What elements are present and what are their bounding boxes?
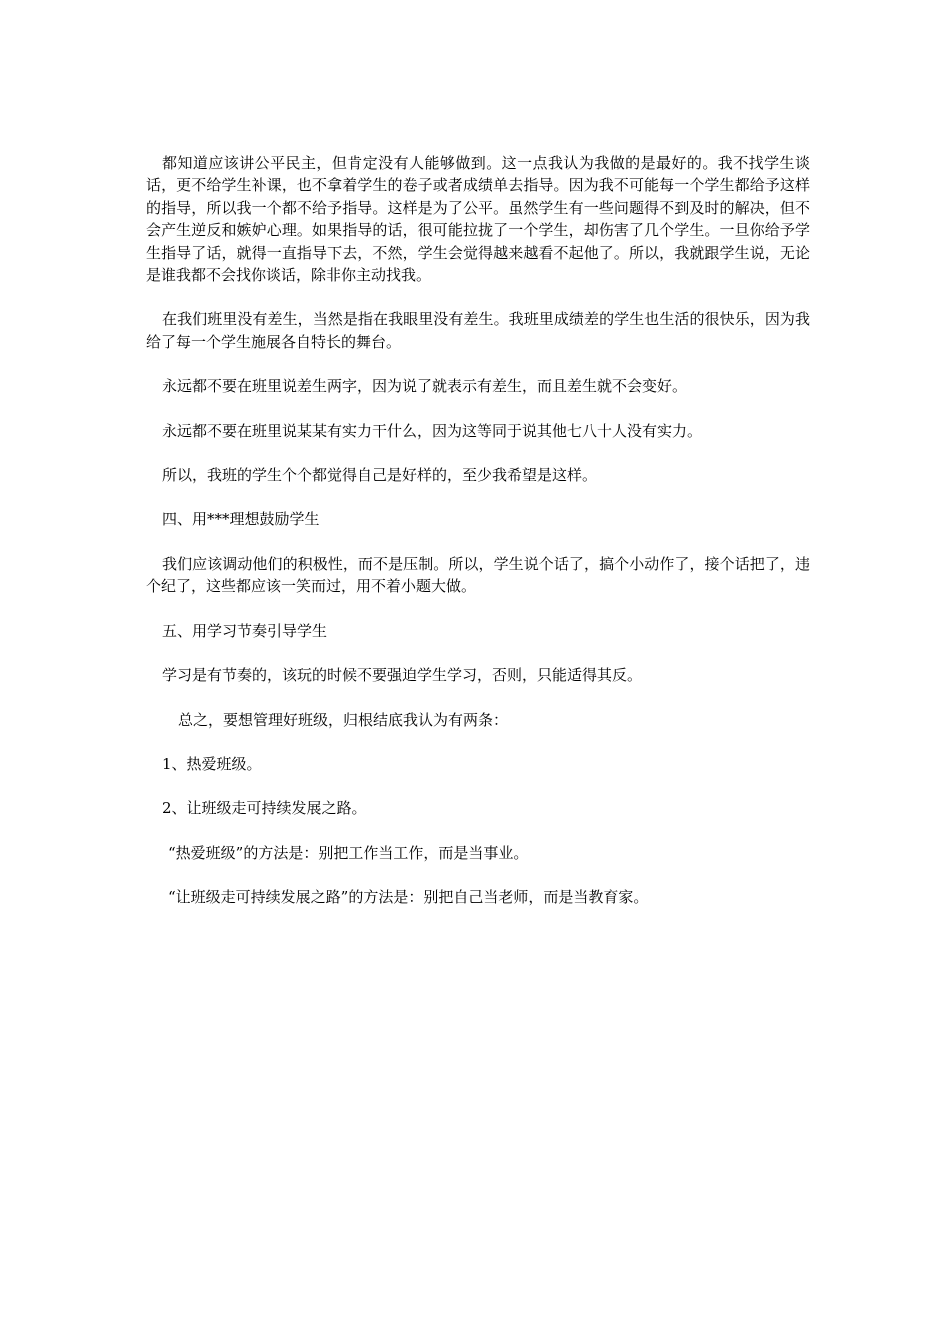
paragraph-never-say-poor: 永远都不要在班里说差生两字，因为说了就表示有差生，而且差生就不会变好。 bbox=[162, 377, 688, 396]
paragraph-so: 所以，我班的学生个个都觉得自己是好样的，至少我希望是这样。 bbox=[162, 466, 598, 485]
paragraph-never-say-ability: 永远都不要在班里说某某有实力干什么，因为这等同于说其他七八十人没有实力。 bbox=[162, 421, 703, 440]
paragraph-motivation: 我们应该调动他们的积极性，而不是压制。所以，学生说个话了，搞个小动作了，接个话把了，违个纪了，这些都应该一笑而过，用不着小题大做。 bbox=[146, 554, 810, 596]
document-body bbox=[146, 152, 810, 931]
list-item-2: 2、让班级走可持续发展之路。 bbox=[162, 799, 367, 818]
paragraph-no-poor-students: 在我们班里没有差生，当然是指在我眼里没有差生。我班里成绩差的学生也生活的很快乐，因为我给了每一个学生施展各自特长的舞台。 bbox=[146, 310, 810, 351]
section-heading-4: 四、用***理想鼓励学生 bbox=[162, 510, 320, 529]
list-item-1: 1、热爱班级。 bbox=[162, 754, 262, 773]
section-heading-5: 五、用学习节奏引导学生 bbox=[162, 621, 328, 640]
paragraph-method-love: “热爱班级”的方法是：别把工作当工作，而是当事业。 bbox=[168, 843, 529, 862]
paragraph-fairness: 都知道应该讲公平民主，但肯定没有人能够做到。这一点我认为我做的是最好的。我不找学生谈话，更不给学生补课，也不拿着学生的卷子或者成绩单去指导。因为我不可能每一个学生都给予这样的指导，所以我一个都不给予指导。这样是为了公平。虽然学生有一些问题得不到及时的解决，但不会产生逆反和嫉妒心理。如果指导的话，很可能拉拢了一个学生，却伤害了几个学生。一旦你给予学生指导了话，就得一直指导下去，不然，学生会觉得越来越看不起他了。所以，我就跟学生说，无论是谁我都不会找你谈话，除非你主动找我。 bbox=[146, 154, 810, 285]
paragraph-rhythm: 学习是有节奏的，该玩的时候不要强迫学生学习，否则，只能适得其反。 bbox=[162, 666, 643, 685]
paragraph-summary: 总之，要想管理好班级，归根结底我认为有两条： bbox=[178, 710, 509, 729]
paragraph-method-sustainable: “让班级走可持续发展之路”的方法是：别把自己当老师，而是当教育家。 bbox=[168, 888, 649, 907]
